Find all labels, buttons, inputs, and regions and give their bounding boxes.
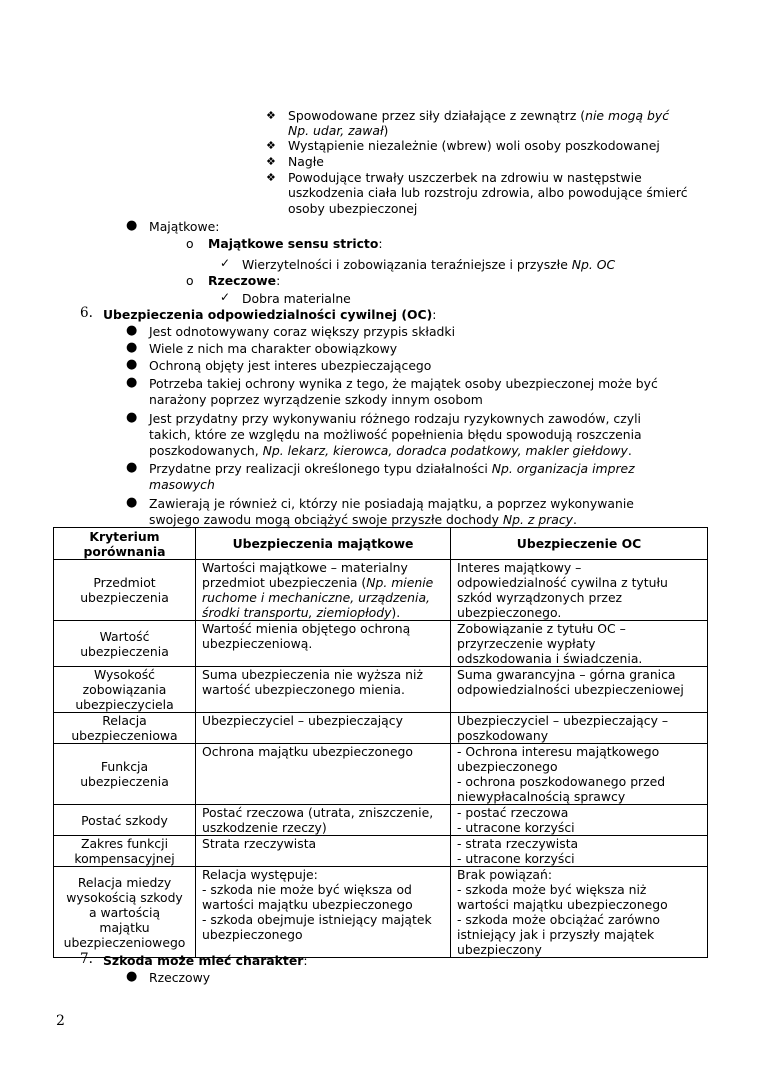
table-row (54, 621, 708, 667)
section-7-title: Szkoda może mieć charakter: (103, 953, 308, 968)
oc-bullet-1: Jest odnotowywany coraz większy przypis składki (149, 324, 456, 339)
table-cell: Relacja występuje: - szkoda nie może być większa od wartości majątku ubezpieczonego - szkoda obejmuje istniejący majątek ubezpieczonego (196, 867, 451, 958)
diamond-item-4: Powodujące trwały uszczerbek na zdrowiu w następstwie (288, 170, 642, 185)
table-row (54, 713, 708, 744)
section-7-number: 7. (80, 951, 93, 967)
diamond-item-1: Spowodowane przez siły działające z zewnątrz (nie mogą być (288, 108, 670, 123)
diamond-item-3: Nagłe (288, 154, 324, 169)
bullet-icon: ● (126, 460, 138, 475)
rzeczowe-item: Dobra materialne (242, 291, 351, 306)
section-6-number: 6. (80, 305, 93, 321)
oc-bullet-3: Ochroną objęty jest interes ubezpieczającego (149, 358, 432, 373)
diamond-item-1-cont: Np. udar, zawał) (288, 123, 389, 138)
oc-bullet-7-cont: swojego zawodu mogą obciążyć swoje przyszłe dochody Np. z pracy. (149, 512, 577, 527)
majatkowe-label: Majątkowe: (149, 219, 220, 234)
table-row (54, 744, 708, 805)
sensu-stricto-item: Wierzytelności i zobowiązania teraźniejsze i przyszłe Np. OC (242, 257, 616, 272)
diamond-bullet-icon: ❖ (266, 171, 276, 184)
criterion-cell: Funkcja ubezpieczenia (54, 744, 196, 805)
criterion-cell: Postać szkody (54, 805, 196, 836)
table-row (54, 805, 708, 836)
section-7-bullet-1: Rzeczowy (149, 970, 211, 985)
diamond-item-4-cont2: osoby ubezpieczonej (288, 201, 418, 216)
diamond-bullet-icon: ❖ (266, 139, 276, 152)
diamond-bullet-icon: ❖ (266, 109, 276, 122)
oc-bullet-6-cont: masowych (149, 477, 215, 492)
table-cell: - postać rzeczowa - utracone korzyści (451, 805, 708, 836)
table-cell: Wartości majątkowe – materialny przedmiot ubezpieczenia (Np. mienie ruchome i mechaniczne, urządzenia, środki transportu, ziemiopłody). (196, 560, 451, 621)
oc-bullet-7: Zawierają je również ci, którzy nie posiadają majątku, a poprzez wykonywanie (149, 496, 634, 511)
criterion-cell: Relacja miedzy wysokością szkody a wartością majątku ubezpieczeniowego (54, 867, 196, 958)
table-row (54, 867, 708, 958)
oc-bullet-4-cont: narażony poprzez wyrządzenie szkody innym osobom (149, 392, 483, 407)
table-cell: Ubezpieczyciel – ubezpieczający – poszkodowany (451, 713, 708, 744)
diamond-item-4-cont1: uszkodzenia ciała lub rozstroju zdrowia, albo powodujące śmierć (288, 185, 688, 200)
table-row (54, 836, 708, 867)
header-oc: Ubezpieczenie OC (451, 528, 708, 560)
table-cell: Suma gwarancyjna – górna granica odpowiedzialności ubezpieczeniowej (451, 667, 708, 713)
criterion-cell: Wysokość zobowiązania ubezpieczyciela (54, 667, 196, 713)
criterion-cell: Przedmiot ubezpieczenia (54, 560, 196, 621)
oc-bullet-5: Jest przydatny przy wykonywaniu różnego rodzaju ryzykownych zawodów, czyli (149, 411, 641, 426)
table-row (54, 667, 708, 713)
criterion-cell: Wartość ubezpieczenia (54, 621, 196, 667)
bullet-icon: ● (126, 410, 138, 425)
table-cell: Suma ubezpieczenia nie wyższa niż wartość ubezpieczonego mienia. (196, 667, 451, 713)
diamond-bullet-icon: ❖ (266, 155, 276, 168)
table-cell: Ochrona majątku ubezpieczonego (196, 744, 451, 805)
oc-bullet-5-cont2: poszkodowanych, Np. lekarz, kierowca, doradca podatkowy, makler giełdowy. (149, 443, 632, 458)
check-icon: ✓ (220, 290, 231, 304)
header-majatkowe: Ubezpieczenia majątkowe (196, 528, 451, 560)
bullet-icon: ● (126, 357, 138, 372)
bullet-icon: ● (126, 218, 138, 233)
table-cell: Postać rzeczowa (utrata, zniszczenie, uszkodzenie rzeczy) (196, 805, 451, 836)
bullet-icon: ● (126, 495, 138, 510)
sensu-stricto-heading: Majątkowe sensu stricto: (208, 236, 383, 251)
oc-bullet-2: Wiele z nich ma charakter obowiązkowy (149, 341, 398, 356)
bullet-icon: ● (126, 969, 138, 984)
oc-bullet-6: Przydatne przy realizacji określonego typu działalności Np. organizacja imprez (149, 461, 635, 476)
table-cell: Strata rzeczywista (196, 836, 451, 867)
table-cell: Ubezpieczyciel – ubezpieczający (196, 713, 451, 744)
table-cell: Wartość mienia objętego ochroną ubezpieczeniową. (196, 621, 451, 667)
criterion-cell: Zakres funkcji kompensacyjnej (54, 836, 196, 867)
table-cell: - Ochrona interesu majątkowego ubezpieczonego - ochrona poszkodowanego przed niewypłacalnością sprawcy (451, 744, 708, 805)
table-cell: Zobowiązanie z tytułu OC – przyrzeczenie wypłaty odszkodowania i świadczenia. (451, 621, 708, 667)
oc-bullet-5-cont1: takich, które ze względu na możliwość popełnienia błędu spowodują roszczenia (149, 427, 642, 442)
table-row (54, 560, 708, 621)
bullet-icon: ● (126, 340, 138, 355)
diamond-item-2: Wystąpienie niezależnie (wbrew) woli osoby poszkodowanej (288, 138, 660, 153)
comparison-table (53, 527, 708, 958)
bullet-icon: ● (126, 323, 138, 338)
oc-bullet-4: Potrzeba takiej ochrony wynika z tego, że majątek osoby ubezpieczonej może być (149, 376, 658, 391)
header-kryterium: Kryterium porównania (54, 528, 196, 560)
criterion-cell: Relacja ubezpieczeniowa (54, 713, 196, 744)
circle-bullet-icon: o (186, 236, 194, 251)
table-cell: - strata rzeczywista - utracone korzyści (451, 836, 708, 867)
bullet-icon: ● (126, 375, 138, 390)
page-number: 2 (56, 1013, 65, 1029)
circle-bullet-icon: o (186, 273, 194, 288)
section-6-title: Ubezpieczenia odpowiedzialności cywilnej (OC): (103, 307, 437, 322)
check-icon: ✓ (220, 256, 231, 270)
table-header-row (54, 528, 708, 560)
table-cell: Interes majątkowy – odpowiedzialność cywilna z tytułu szkód wyrządzonych przez ubezpieczonego. (451, 560, 708, 621)
rzeczowe-heading: Rzeczowe: (208, 273, 281, 288)
table-cell: Brak powiązań: - szkoda może być większa niż wartości majątku ubezpieczonego - szkoda może obciążać zarówno istniejący jak i przyszły majątek ubezpieczony (451, 867, 708, 958)
